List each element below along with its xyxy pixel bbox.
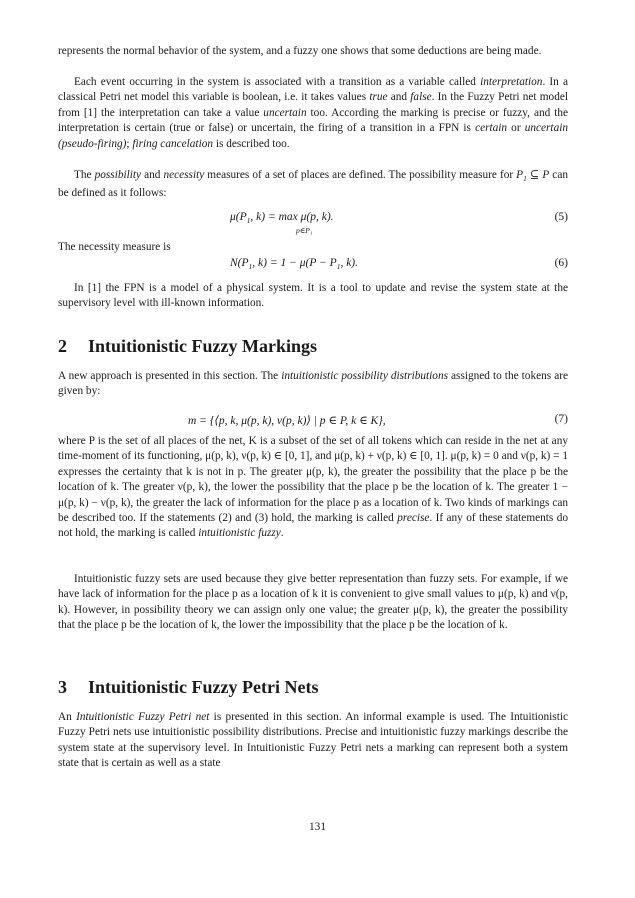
section-heading-3 bbox=[58, 677, 318, 698]
paragraph-necessity: The necessity measure is bbox=[58, 241, 171, 253]
paragraph-possibility: The possibility and necessity measures of a set of places are defined. The possibility measure for $P_1$ ⊆ P can be defined as it follows: bbox=[58, 169, 568, 200]
paragraph-where: where P is the set of all places of the net, K is a subset of the set of all tokens which can reside in the net at any time-moment of its functioning, μ(p, k), ν(p, k) ∈ [0, 1], and μ(p, k) + ν(p, k) ∈ [0, 1]. μ(p, k) = 0 and ν(p, k) = 1 expresses the certainty that k is not in p. The greater μ(p, k), the greater the possibility that the place p be the location of k. The greater ν(p, k), the lower the possibility that the place p be the location of k. The greater 1 − μ(p, k) − ν(p, k), the greater the lack of information for the place p as a location of k. Two kinds of markings can be described too. If the statements (2) and (3) hold, the marking is called precise. If any of these statements do not hold, the marking is called intuitionistic fuzzy. bbox=[58, 435, 568, 540]
equation-number: (7) bbox=[554, 413, 568, 425]
paragraph-fpn: In [1] the FPN is a model of a physical system. It is a tool to update and revise the system state at the supervisory level with ill-known information. bbox=[58, 282, 568, 310]
equation-number: (6) bbox=[554, 257, 568, 269]
section-title: Intuitionistic Fuzzy Petri Nets bbox=[88, 677, 319, 697]
section-heading-2 bbox=[58, 336, 317, 357]
paragraph-ifpn: An Intuitionistic Fuzzy Petri net is presented in this section. An informal example is used. The Intuitionistic Fuzzy Petri nets use intuitionistic possibility distributions. Precise and intuitionistic fuzzy markings describe the system state at the supervisory level. In Intuitionistic Fuzzy Petri nets a marking can represent both a system state that is certain as well as a state bbox=[58, 711, 568, 770]
equation-6: $N(P_1$, $k) = 1 - \mu(P - P_1$, k). (6) bbox=[230, 257, 568, 271]
equation-5: $\mu(P_1$, k) = max μ(p, k). p∈P₁ (5) bbox=[230, 211, 568, 235]
paragraph-intro: represents the normal behavior of the system, and a fuzzy one shows that some deductions are being made. bbox=[58, 45, 542, 57]
page-number: 131 bbox=[309, 821, 326, 833]
paragraph-new-approach: A new approach is presented in this section. The intuitionistic possibility distributions assigned to the tokens are given by: bbox=[58, 370, 568, 398]
section-number: 3 bbox=[58, 677, 67, 697]
equation-number: (5) bbox=[554, 211, 568, 223]
paragraph-ifs: Intuitionistic fuzzy sets are used because they give better representation than fuzzy sets. For example, if we have lack of information for the place p as a location of k it is convenient to give small values to μ(p, k) and ν(p, k). However, in possibility theory we can assign only one value; the greater μ(p, k), the greater the possibility that the place p be the location of k, the lower the impossibility that the place p be the location of k. bbox=[58, 573, 568, 632]
equation-5-underscript: p∈P₁ bbox=[296, 226, 313, 235]
equation-7: m = {⟨p, k, μ(p, k), ν(p, k)⟩ | p ∈ P, k ∈ K}, (7) bbox=[188, 413, 568, 427]
section-number: 2 bbox=[58, 336, 67, 356]
paragraph-event: Each event occurring in the system is associated with a transition as a variable called interpretation. In a classical Petri net model this variable is boolean, i.e. it takes values true and false. In the Fuzzy Petri net model from [1] the interpretation can take a value uncertain too. According the marking is precise or fuzzy, and the interpretation is certain (true or false) or uncertain, the firing of a transition in a FPN is certain or uncertain (pseudo-firing); firing cancelation is described too. bbox=[58, 76, 568, 150]
section-title: Intuitionistic Fuzzy Markings bbox=[88, 336, 318, 356]
